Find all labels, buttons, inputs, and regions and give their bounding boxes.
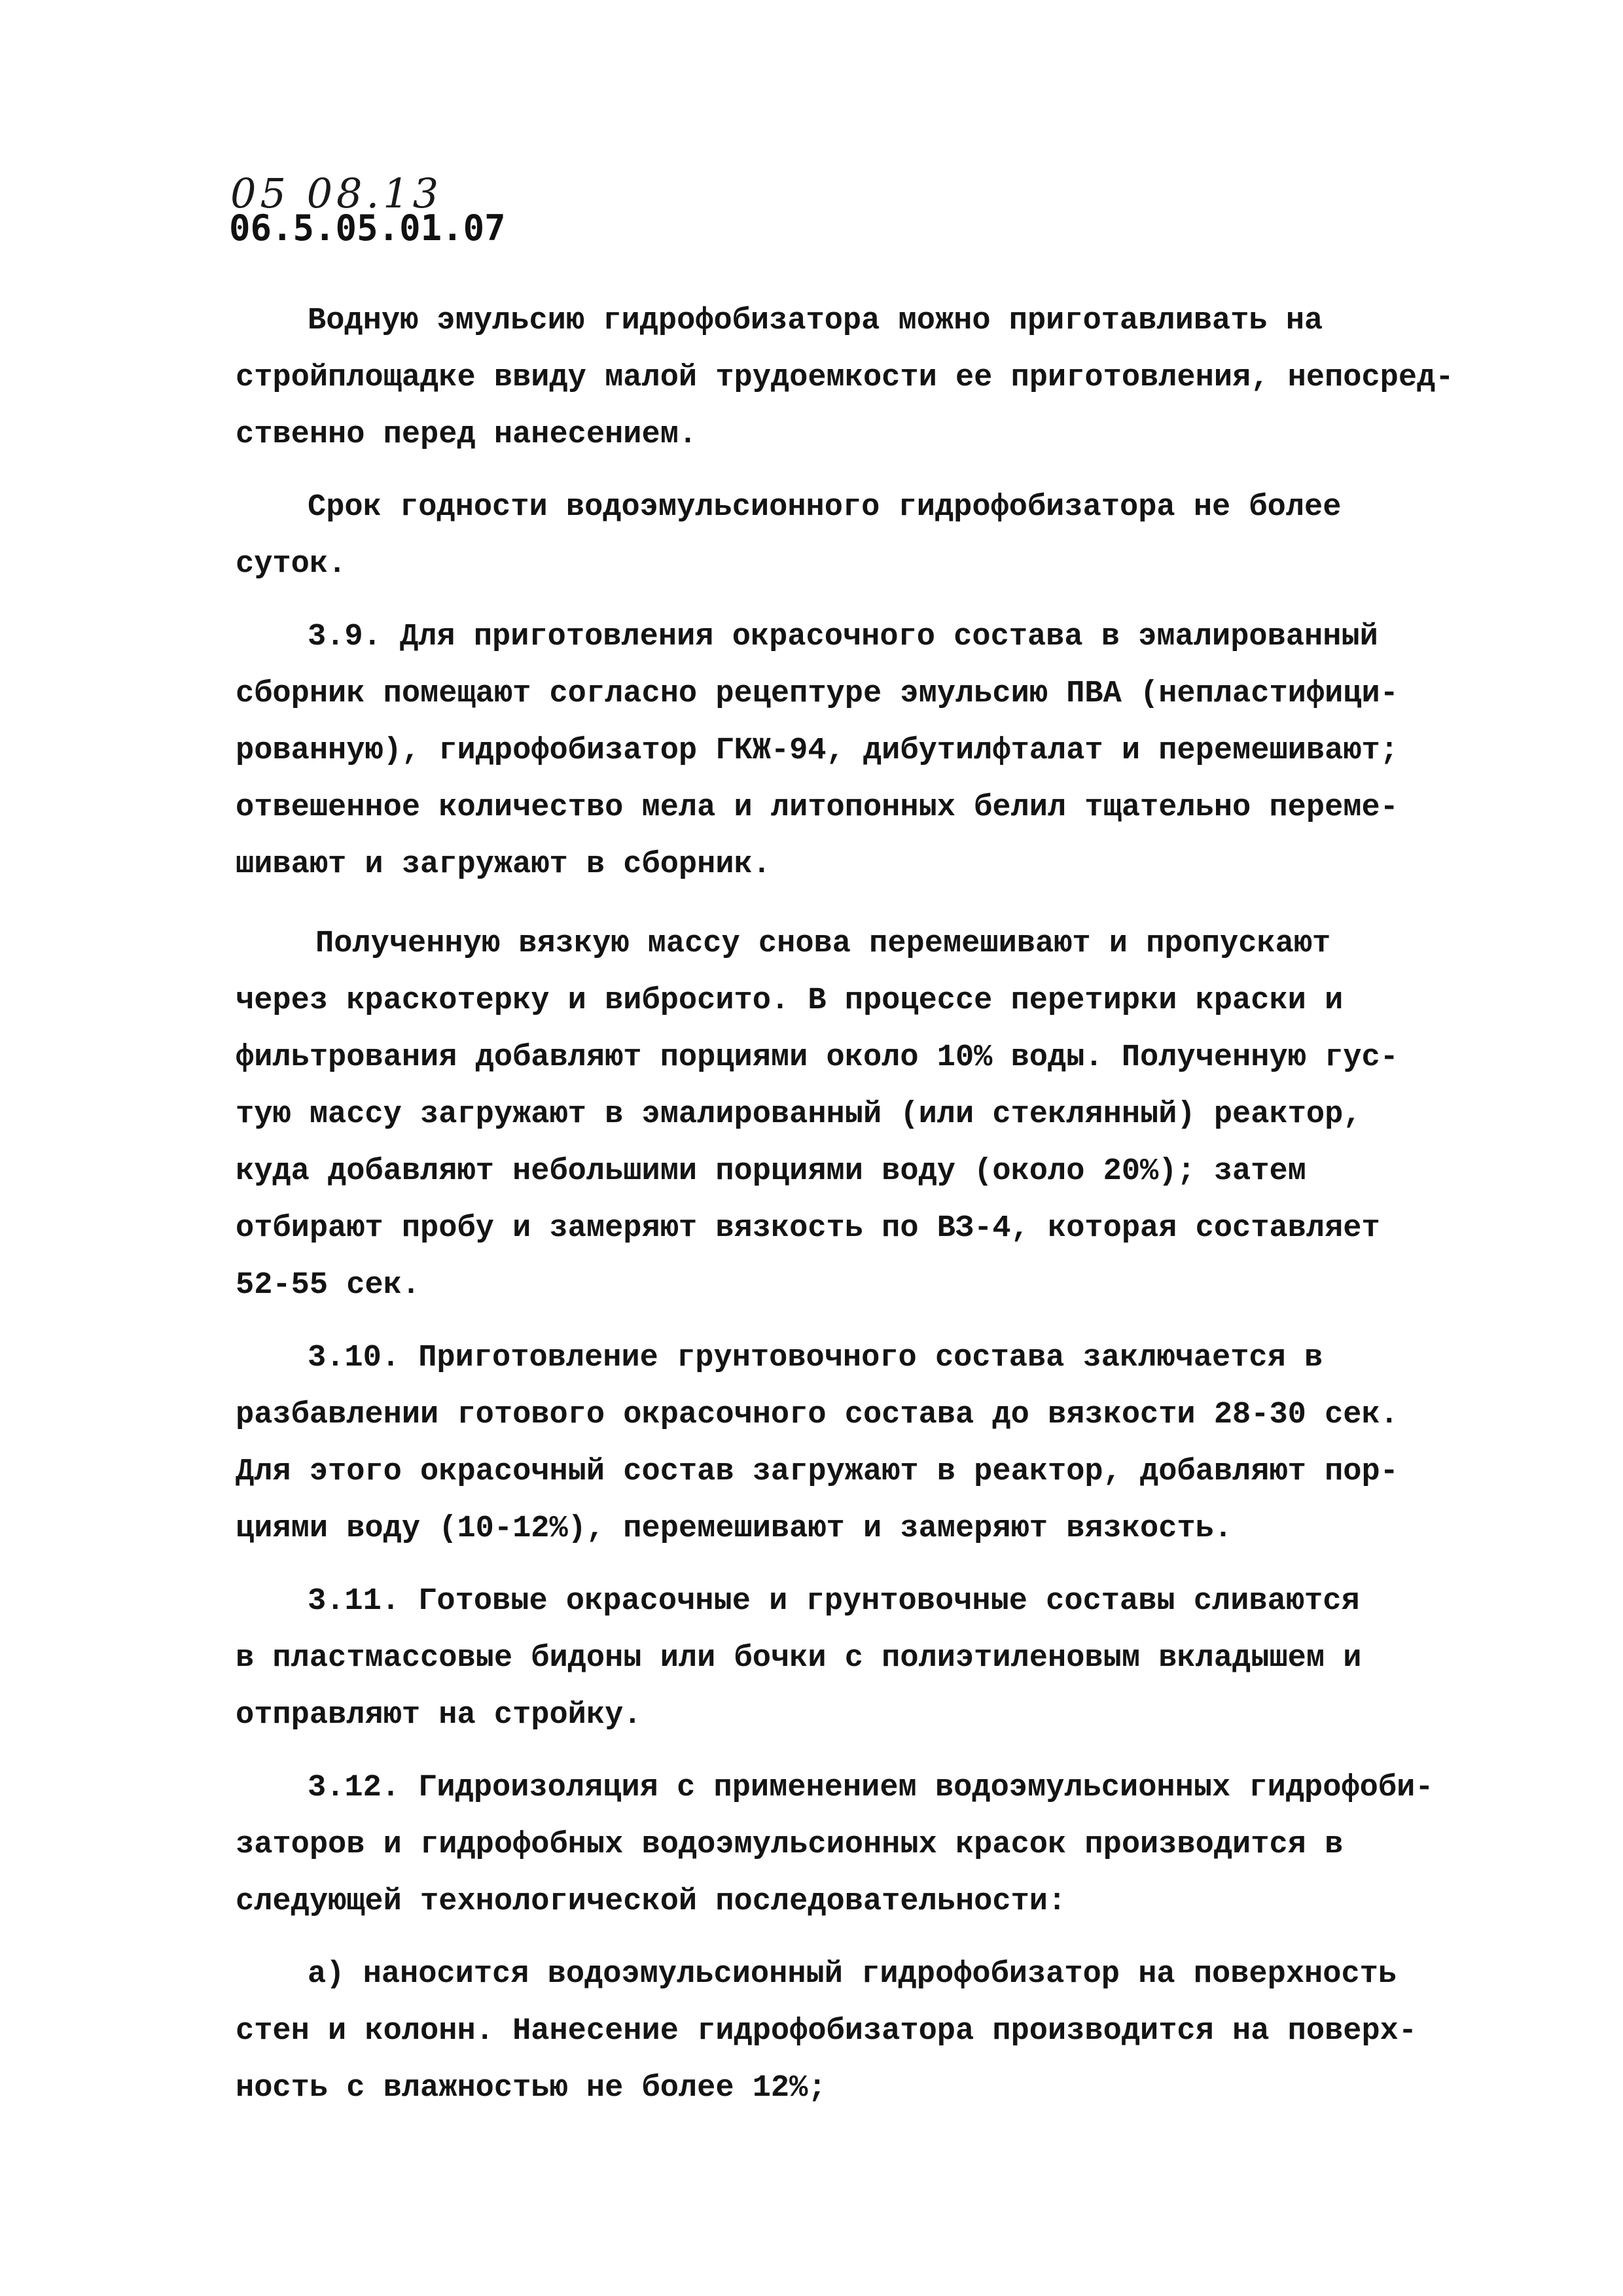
paragraph-emulsion-preparation: [236, 292, 1454, 463]
document-body: [236, 292, 1454, 2117]
text-line: суток.: [236, 547, 347, 582]
text-line: циями воду (10-12%), перемешивают и замеряют вязкость.: [236, 1511, 1233, 1546]
text-line: фильтрования добавляют порциями около 10% воды. Полученную гус-: [236, 1040, 1399, 1075]
text-line: в пластмассовые бидоны или бочки с полиэтиленовым вкладышем и: [236, 1641, 1362, 1676]
text-line: 52-55 сек.: [236, 1268, 421, 1303]
paragraph-section-3-12: [236, 1759, 1440, 1930]
text-line: куда добавляют небольшими порциями воду (около 20%); затем: [236, 1154, 1306, 1189]
paragraph-shelf-life: [236, 479, 1440, 593]
paragraph-section-3-9: [236, 609, 1440, 893]
text-line: шивают и загружают в сборник.: [236, 847, 771, 882]
text-line: сборник помещают согласно рецептуре эмульсию ПВА (непластифици-: [236, 677, 1399, 711]
text-line: ность с влажностью не более 12%;: [236, 2071, 827, 2106]
paragraph-section-3-11: [236, 1573, 1440, 1744]
text-line: тую массу загружают в эмалированный (или стеклянный) реактор,: [236, 1097, 1362, 1132]
text-line: Водную эмульсию гидрофобизатора можно приготавливать на: [308, 304, 1323, 338]
text-line: а) наносится водоэмульсионный гидрофобизатор на поверхность: [308, 1957, 1397, 1992]
text-line: разбавлении готового окрасочного состава до вязкости 28-30 сек.: [236, 1398, 1399, 1432]
text-line: ственно перед нанесением.: [236, 417, 698, 452]
text-line: 3.10. Приготовление грунтовочного состава заключается в: [308, 1341, 1323, 1375]
text-line: через краскотерку и вибросито. В процессе перетирки краски и: [236, 983, 1344, 1018]
paragraph-viscous-mass: [236, 915, 1440, 1314]
text-line: рованную), гидрофобизатор ГКЖ-94, дибутилфталат и перемешивают;: [236, 733, 1399, 768]
text-line: отбирают пробу и замеряют вязкость по ВЗ-4, которая составляет: [236, 1211, 1380, 1246]
text-line: отправляют на стройку.: [236, 1698, 642, 1733]
text-line: 3.12. Гидроизоляция с применением водоэмульсионных гидрофоби-: [308, 1771, 1434, 1805]
document-code: 06.5.05.01.07: [229, 207, 506, 249]
text-line: стройплощадке ввиду малой трудоемкости ее приготовления, непосред-: [236, 361, 1454, 395]
handwritten-page-number: 05 08.13: [230, 169, 443, 217]
text-line: заторов и гидрофобных водоэмульсионных красок производится в: [236, 1828, 1344, 1862]
text-line: отвешенное количество мела и литопонных белил тщательно переме-: [236, 790, 1399, 825]
text-line: Для этого окрасочный состав загружают в реактор, добавляют пор-: [236, 1455, 1399, 1489]
text-line: стен и колонн. Нанесение гидрофобизатора производится на поверх-: [236, 2014, 1418, 2049]
paragraph-section-3-10: [236, 1330, 1440, 1557]
text-line: 3.11. Готовые окрасочные и грунтовочные составы сливаются: [308, 1584, 1360, 1619]
text-line: 3.9. Для приготовления окрасочного состава в эмалированный: [308, 620, 1378, 654]
text-line: Полученную вязкую массу снова перемешивают и пропускают: [315, 927, 1331, 961]
text-line: следующей технологической последовательности:: [236, 1884, 1067, 1919]
paragraph-step-a: [236, 1946, 1440, 2117]
text-line: Срок годности водоэмульсионного гидрофобизатора не более: [308, 490, 1342, 525]
